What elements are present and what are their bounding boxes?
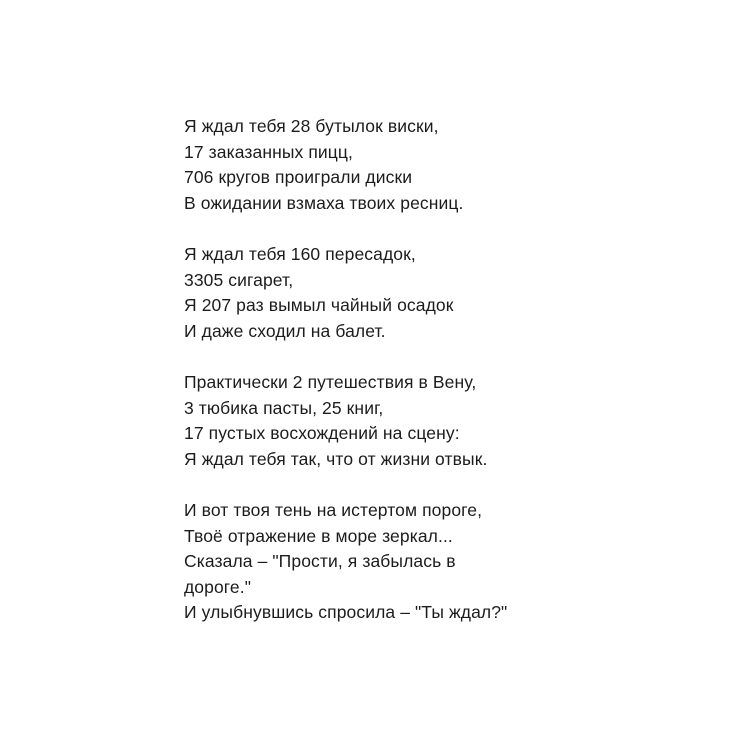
poem-line: 17 заказанных пицц, xyxy=(184,141,353,162)
poem-line: дороге." xyxy=(184,576,252,597)
poem-line: 3305 сигарет, xyxy=(184,269,294,290)
poem-line: Я 207 раз вымыл чайный осадок xyxy=(184,295,454,316)
poem-line: Сказала – "Прости, я забылась в xyxy=(184,551,456,572)
stanza-2 xyxy=(184,242,714,344)
poem-line: Практически 2 путешествия в Вену, xyxy=(184,371,477,392)
poem-line: 17 пустых восхождений на сцену: xyxy=(184,423,460,444)
stanza-1 xyxy=(184,114,714,216)
poem-line: Я ждал тебя 160 пересадок, xyxy=(184,243,416,264)
poem-line: 3 тюбика пасты, 25 книг, xyxy=(184,397,384,418)
poem-line: И вот твоя тень на истертом пороге, xyxy=(184,499,483,520)
poem-text xyxy=(184,114,714,626)
stanza-4 xyxy=(184,498,714,626)
poem-line: В ожидании взмаха твоих ресниц. xyxy=(184,192,464,213)
poem-line: Я ждал тебя так, что от жизни отвык. xyxy=(184,448,488,469)
poem-line: И улыбнувшись спросила – "Ты ждал?" xyxy=(184,602,508,623)
poem-line: И даже сходил на балет. xyxy=(184,320,386,341)
poem-line: 706 кругов проиграли диски xyxy=(184,167,413,188)
poem-line: Я ждал тебя 28 бутылок виски, xyxy=(184,116,439,136)
stanza-3 xyxy=(184,370,714,472)
poem-line: Твоё отражение в море зеркал... xyxy=(184,525,453,546)
